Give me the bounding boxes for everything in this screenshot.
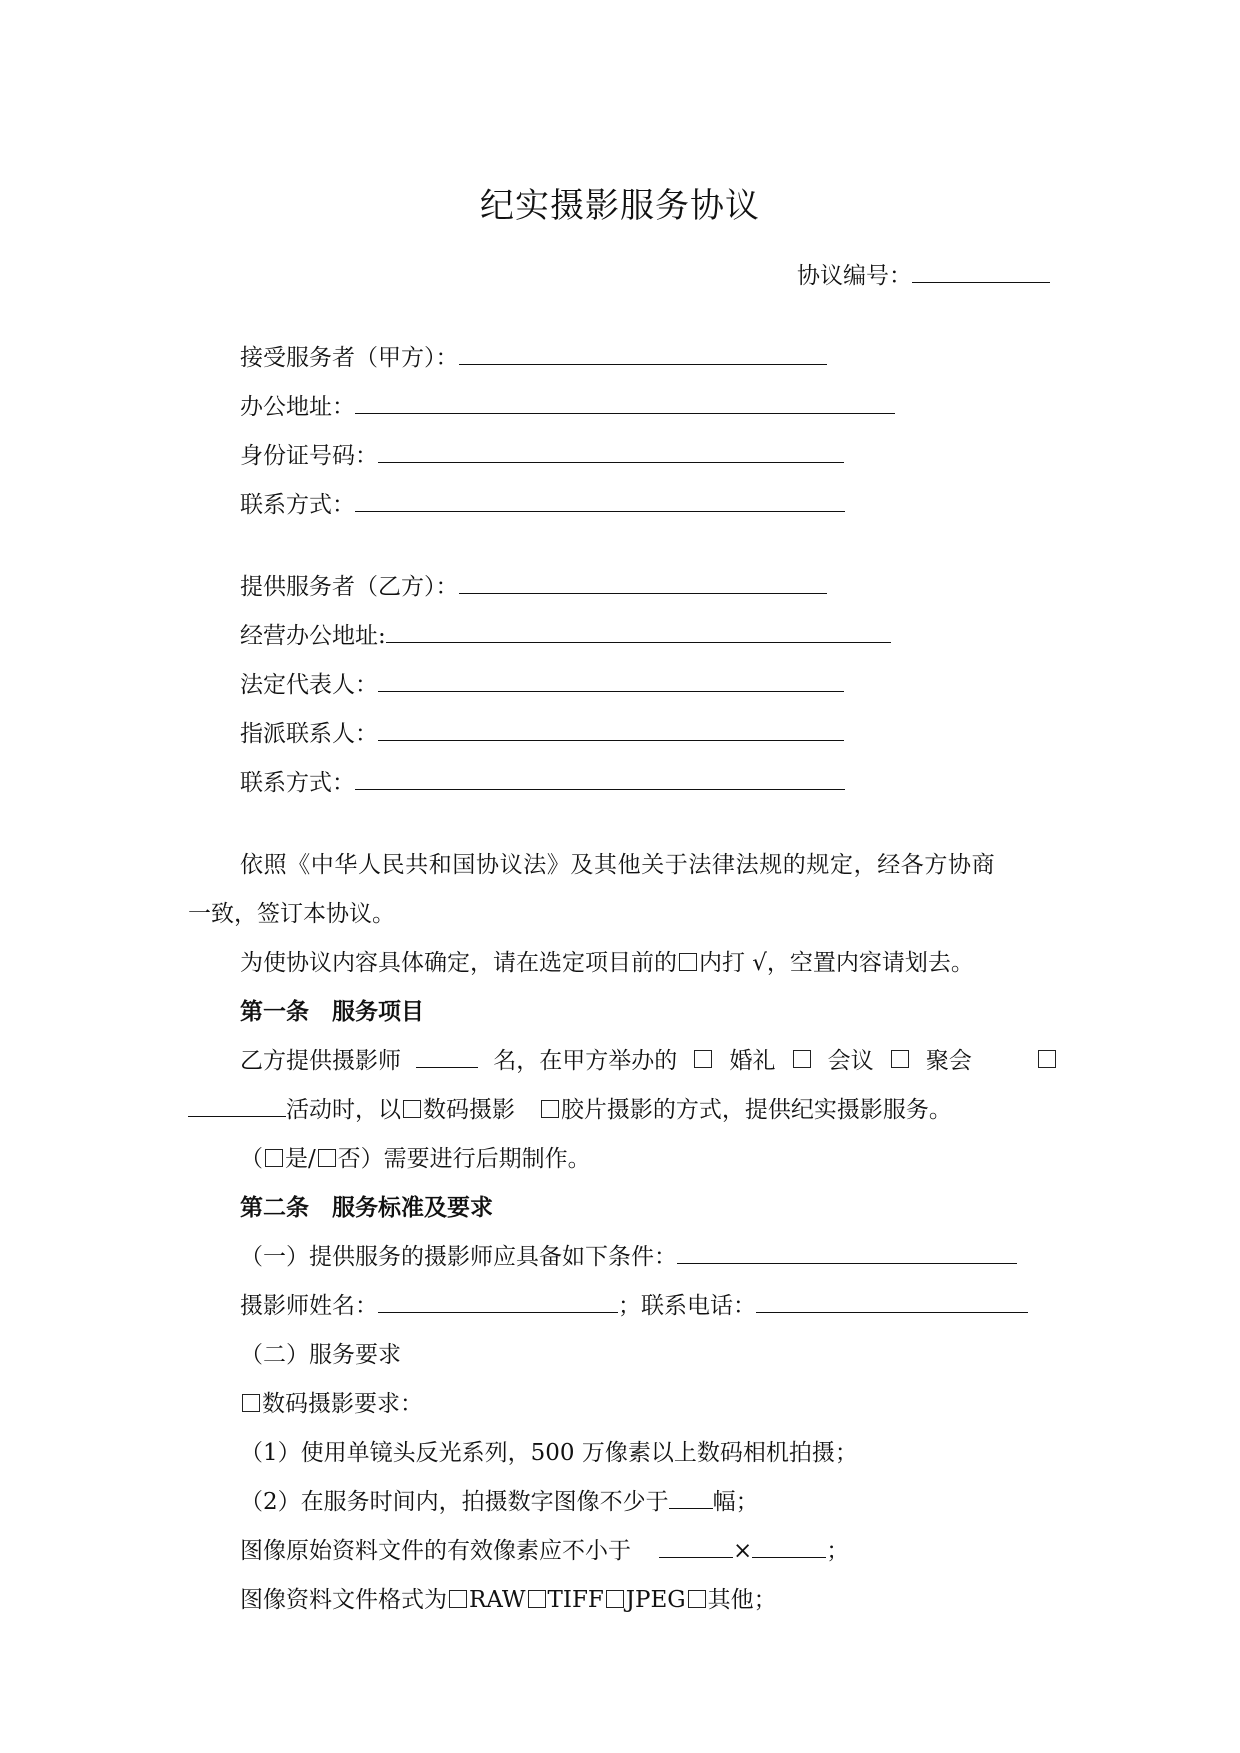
event-intro-text: 名，在甲方举办的 (493, 1048, 678, 1074)
party-a-name-row (240, 339, 827, 372)
party-a-contact-blank[interactable] (355, 487, 845, 512)
party-a-contact-label: 联系方式： (240, 492, 355, 518)
digital-requirements-row (240, 1385, 423, 1418)
party-a-id-label: 身份证号码： (240, 443, 378, 469)
multiply-sign: × (733, 1538, 753, 1564)
party-a-id-row (240, 437, 844, 470)
post-production-no-label: 否）需要进行后期制作。 (337, 1146, 591, 1172)
party-a-address-label: 办公地址： (240, 394, 355, 420)
party-b-legal-rep-label: 法定代表人： (240, 672, 378, 698)
image-count-blank[interactable] (669, 1484, 713, 1509)
requirement-item-1: （1）使用单镜头反光系列，500 万像素以上数码相机拍摄； (240, 1440, 858, 1466)
post-production-yes-label: 是/ (284, 1146, 316, 1172)
party-b-contact-row (240, 764, 845, 797)
pixel-requirement-row (240, 1532, 849, 1565)
film-photography-label: 胶片摄影的方式，提供纪实摄影服务。 (560, 1097, 952, 1123)
agreement-number-row (797, 257, 1050, 290)
digital-requirements-checkbox[interactable] (242, 1394, 260, 1412)
jpeg-checkbox[interactable] (606, 1590, 624, 1608)
pixel-width-blank[interactable] (659, 1533, 733, 1558)
other-event-blank[interactable] (188, 1092, 286, 1117)
party-b-name-label: 提供服务者（乙方）： (240, 574, 459, 600)
photographer-phone-blank[interactable] (756, 1288, 1028, 1313)
agreement-number-label: 协议编号： (797, 263, 912, 289)
tiff-checkbox[interactable] (528, 1590, 546, 1608)
pixel-requirement-label: 图像原始资料文件的有效像素应不小于 (240, 1538, 631, 1564)
party-checkbox[interactable] (891, 1050, 909, 1068)
photographer-phone-label: ；联系电话： (618, 1293, 756, 1319)
wedding-checkbox[interactable] (694, 1050, 712, 1068)
pixel-height-blank[interactable] (752, 1533, 826, 1558)
party-b-address-blank[interactable] (386, 618, 891, 643)
wedding-label: 婚礼 (729, 1048, 776, 1074)
photographer-name-blank[interactable] (378, 1288, 618, 1313)
image-count-label: （2）在服务时间内，拍摄数字图像不少于 (240, 1489, 669, 1515)
photographer-conditions-row (240, 1238, 1017, 1271)
post-production-open-paren: （ (240, 1146, 263, 1172)
party-b-legal-rep-blank[interactable] (378, 667, 844, 692)
article-1-line-1 (240, 1042, 1058, 1075)
party-b-assigned-contact-label: 指派联系人： (240, 721, 378, 747)
party-b-address-label: 经营办公地址: (240, 623, 386, 649)
raw-checkbox[interactable] (449, 1590, 467, 1608)
digital-photography-checkbox[interactable] (403, 1100, 421, 1118)
article-1-heading: 第一条 服务项目 (240, 999, 424, 1025)
jpeg-label: JPEG (625, 1587, 686, 1613)
checkbox-icon (679, 953, 697, 971)
other-format-label: 其他； (707, 1587, 777, 1613)
raw-label: RAW (468, 1587, 526, 1613)
party-b-name-row (240, 568, 827, 601)
photographer-conditions-blank[interactable] (677, 1239, 1017, 1264)
party-a-id-blank[interactable] (378, 438, 844, 463)
method-intro-text: 活动时，以 (286, 1097, 401, 1123)
photographer-count-label: 乙方提供摄影师 (240, 1048, 401, 1074)
agreement-number-blank[interactable] (912, 258, 1050, 283)
intro-line-3 (240, 944, 974, 977)
article-1-line-3 (240, 1140, 591, 1173)
intro-line-2: 一致，签订本协议。 (188, 901, 395, 927)
other-format-checkbox[interactable] (688, 1590, 706, 1608)
post-production-no-checkbox[interactable] (318, 1149, 336, 1167)
party-b-contact-blank[interactable] (355, 765, 845, 790)
photographer-contact-row (240, 1287, 1028, 1320)
party-b-name-blank[interactable] (459, 569, 827, 594)
intro-line-3-text-a: 为使协议内容具体确定，请在选定项目前的 (240, 950, 677, 976)
document-title: 纪实摄影服务协议 (480, 186, 760, 226)
party-a-address-blank[interactable] (355, 389, 895, 414)
photographer-name-label: 摄影师姓名： (240, 1293, 378, 1319)
file-format-row (240, 1581, 777, 1614)
film-photography-checkbox[interactable] (541, 1100, 559, 1118)
party-a-name-blank[interactable] (459, 340, 827, 365)
intro-line-3-text-b: 内打 √，空置内容请划去。 (698, 950, 974, 976)
image-count-unit: 幅； (712, 1489, 759, 1515)
party-b-assigned-contact-blank[interactable] (378, 716, 844, 741)
party-a-name-label: 接受服务者（甲方）： (240, 345, 459, 371)
meeting-label: 会议 (827, 1048, 874, 1074)
party-b-legal-rep-row (240, 666, 844, 699)
party-label: 聚会 (925, 1048, 972, 1074)
post-production-yes-checkbox[interactable] (265, 1149, 283, 1167)
photographer-conditions-label: （一）提供服务的摄影师应具备如下条件： (240, 1244, 677, 1270)
party-a-contact-row (240, 486, 845, 519)
party-b-contact-label: 联系方式： (240, 770, 355, 796)
other-event-checkbox[interactable] (1038, 1050, 1056, 1068)
file-format-label: 图像资料文件格式为 (240, 1587, 447, 1613)
requirement-item-2 (240, 1483, 759, 1516)
party-b-assigned-contact-row (240, 715, 844, 748)
digital-photography-label: 数码摄影 (422, 1097, 515, 1123)
party-b-address-row (240, 617, 891, 650)
pixel-requirement-end: ； (826, 1538, 850, 1564)
party-a-address-row (240, 388, 895, 421)
intro-line-1: 依照《中华人民共和国协议法》及其他关于法律法规的规定，经各方协商 (240, 852, 996, 878)
tiff-label: TIFF (547, 1587, 604, 1613)
meeting-checkbox[interactable] (793, 1050, 811, 1068)
digital-requirements-label: 数码摄影要求： (261, 1391, 423, 1417)
article-2-heading: 第二条 服务标准及要求 (240, 1195, 493, 1221)
service-requirements-heading: （二）服务要求 (240, 1342, 401, 1368)
photographer-count-blank[interactable] (416, 1043, 478, 1068)
article-1-line-2 (188, 1091, 952, 1124)
